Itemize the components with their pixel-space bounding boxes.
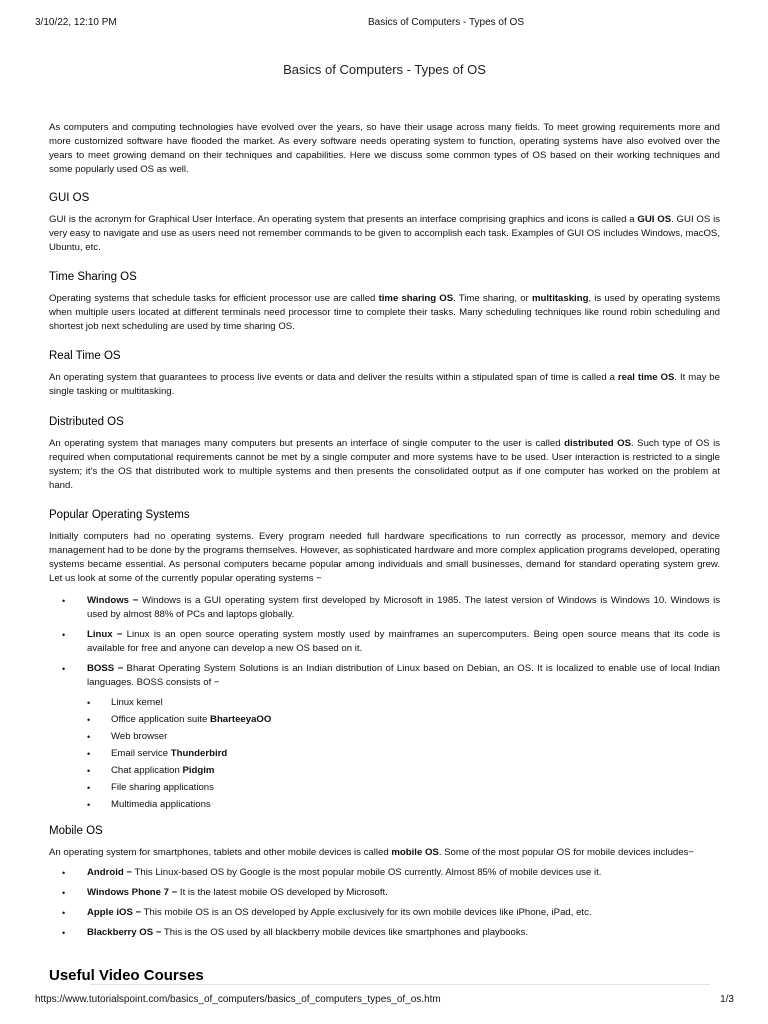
list-item: • Linux − Linux is an open source operating system mostly used by mainframes an supercomputers. Being open source means that its code is available for free and anyone can develop a new OS based on it.: [49, 628, 720, 656]
page-title: Basics of Computers - Types of OS: [283, 62, 486, 77]
time-sharing-heading: Time Sharing OS: [49, 271, 137, 283]
popular-heading: Popular Operating Systems: [49, 509, 190, 521]
list-item: • BOSS − Bharat Operating System Solutions is an Indian distribution of Linux based on Debian, an OS. It is localized to enable use of local Indian languages. BOSS consists of −: [49, 662, 720, 690]
useful-courses-heading: Useful Video Courses: [49, 967, 204, 984]
boss-components-list: [49, 696, 720, 815]
print-url[interactable]: https://www.tutorialspoint.com/basics_of_computers/basics_of_computers_types_of_os.htm: [35, 994, 441, 1005]
section-mobile: [49, 825, 720, 940]
gui-heading: GUI OS: [49, 192, 90, 204]
list-item: • Web browser: [49, 730, 720, 747]
mobile-paragraph: An operating system for smartphones, tablets and other mobile devices is called mobile OS. Some of the most popular OS for mobile devices includes−: [49, 847, 694, 858]
list-item: • Multimedia applications: [49, 798, 720, 815]
useful-courses-section: [49, 967, 720, 984]
section-gui: [49, 192, 720, 255]
gui-paragraph: GUI is the acronym for Graphical User Interface. An operating system that presents an interface comprising graphics and icons is called a GUI OS. GUI OS is very easy to navigate and use as users need not remember commands to be given to accomplish each task. Examples of GUI OS includes Windows, macOS, Ubuntu, etc.: [49, 214, 720, 253]
intro-paragraph: As computers and computing technologies have evolved over the years, so have their usage across many fields. To meet growing requirements more and more customized software have flooded the market. As every software needs operating system to function, operating systems have also evolved over the years to meet growing demand on their techniques and capabilities. Here we discuss some common types of OS based on their working techniques and some popularly used OS as well.: [49, 122, 720, 175]
list-item: • Office application suite BharteeyaOO: [49, 713, 720, 730]
list-item: • Android − This Linux-based OS by Google is the most popular mobile OS currently. Almost 85% of mobile devices use it.: [49, 866, 720, 880]
list-item: • Windows − Windows is a GUI operating system first developed by Microsoft in 1985. The latest version of Windows is Windows 10. Windows is used by almost 88% of PCs and laptops globally.: [49, 594, 720, 622]
mobile-heading: Mobile OS: [49, 825, 103, 837]
list-item: • Chat application Pidgim: [49, 764, 720, 781]
list-item: • Windows Phone 7 − It is the latest mobile OS developed by Microsoft.: [49, 886, 720, 900]
section-time-sharing: [49, 271, 720, 334]
section-distributed: [49, 416, 720, 493]
real-time-paragraph: An operating system that guarantees to process live events or data and deliver the results within a stipulated span of time is called a real time OS. It may be single tasking or multitasking.: [49, 372, 720, 397]
print-title: Basics of Computers - Types of OS: [368, 17, 524, 28]
mobile-os-list: [49, 866, 720, 940]
list-item: • Email service Thunderbird: [49, 747, 720, 764]
list-item: • Blackberry OS − This is the OS used by all blackberry mobile devices like smartphones and playbooks.: [49, 926, 720, 940]
list-item: • Linux kernel: [49, 696, 720, 713]
list-item: • File sharing applications: [49, 781, 720, 798]
section-popular: [49, 509, 720, 815]
page-number: 1/3: [720, 994, 734, 1005]
time-sharing-paragraph: Operating systems that schedule tasks for efficient processor use are called time sharing OS. Time sharing, or multitasking, is used by operating systems when multiple users located at different terminals need processor time to complete their tasks. Many scheduling techniques like round robin scheduling and shortest job next scheduling are used by time sharing OS.: [49, 293, 721, 332]
real-time-heading: Real Time OS: [49, 350, 121, 362]
divider: [90, 984, 710, 985]
distributed-heading: Distributed OS: [49, 416, 124, 428]
print-datetime: 3/10/22, 12:10 PM: [35, 17, 117, 28]
popular-os-list: [49, 594, 720, 690]
section-real-time: [49, 350, 720, 399]
distributed-paragraph: An operating system that manages many computers but presents an interface of single computer to the user is called distributed OS. Such type of OS is required when computational requirements cannot be met by a single computer and more systems have to be used. User interaction is restricted to a single system; it’s the OS that distributed work to multiple systems and then presents the consolidated output as if one computer has worked on the problem at hand.: [49, 438, 720, 491]
list-item: • Apple iOS − This mobile OS is an OS developed by Apple exclusively for its own mobile devices like iPhone, iPad, etc.: [49, 906, 720, 920]
popular-paragraph: Initially computers had no operating systems. Every program needed full hardware specifications to run correctly as processor, memory and device management had to be done by the programs themselves. However, as sophisticated hardware and more complex application programs developed, operating systems became essential. As personal computers became popular among individuals and small businesses, demand for standard operating system grew. Let us look at some of the currently popular operating systems −: [49, 531, 720, 584]
